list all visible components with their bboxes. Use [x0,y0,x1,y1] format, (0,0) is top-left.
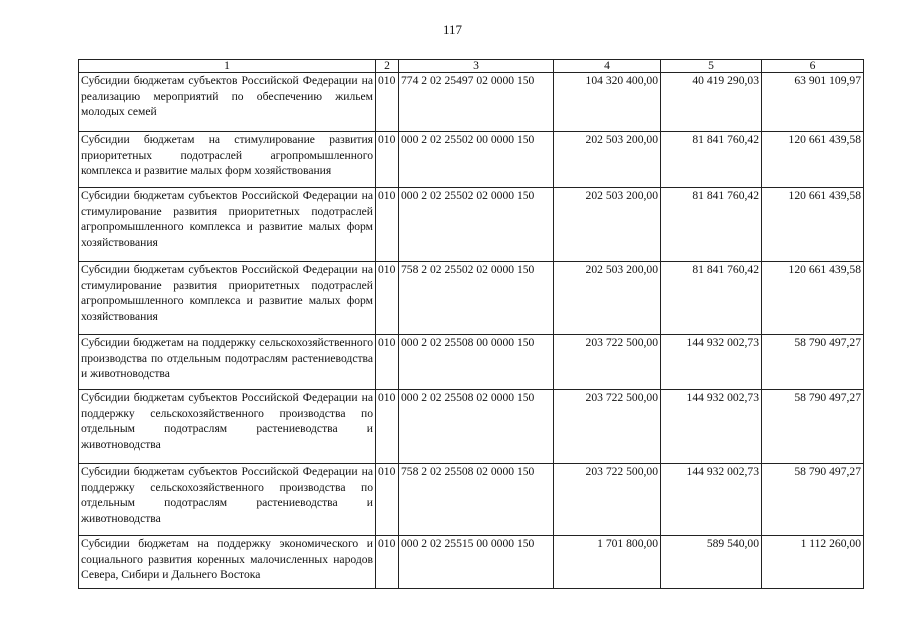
row-line-code: 010 [376,262,399,335]
row-name: Субсидии бюджетам субъектов Российской Федерации на поддержку сельскохозяйственного производства по отдельным подотраслям растениеводства и животноводства [79,390,376,464]
row-line-code: 010 [376,390,399,464]
row-line-code: 010 [376,335,399,390]
row-name: Субсидии бюджетам на стимулирование развития приоритетных подотраслей агропромышленного комплекса и развитие малых форм хозяйствования [79,132,376,188]
row-budget-code: 000 2 02 25502 00 0000 150 [399,132,554,188]
header-row [79,60,864,73]
row-approved: 202 503 200,00 [554,262,661,335]
row-budget-code: 000 2 02 25502 02 0000 150 [399,188,554,262]
row-name: Субсидии бюджетам субъектов Российской Федерации на поддержку сельскохозяйственного производства по отдельным подотраслям растениеводства и животноводства [79,464,376,536]
row-unexecuted: 120 661 439,58 [762,188,864,262]
row-budget-code: 000 2 02 25508 00 0000 150 [399,335,554,390]
row-name: Субсидии бюджетам на поддержку экономического и социального развития коренных малочисленных народов Севера, Сибири и Дальнего Востока [79,536,376,589]
table-row [79,464,864,536]
row-budget-code: 758 2 02 25508 02 0000 150 [399,464,554,536]
row-budget-code: 774 2 02 25497 02 0000 150 [399,73,554,132]
row-unexecuted: 120 661 439,58 [762,132,864,188]
table-row [79,262,864,335]
row-approved: 104 320 400,00 [554,73,661,132]
column-header-6: 6 [762,60,864,73]
column-header-4: 4 [554,60,661,73]
row-unexecuted: 58 790 497,27 [762,335,864,390]
row-unexecuted: 120 661 439,58 [762,262,864,335]
row-name: Субсидии бюджетам субъектов Российской Федерации на стимулирование развития приоритетных подотраслей агропромышленного комплекса и развитие малых форм хозяйствования [79,262,376,335]
row-unexecuted: 1 112 260,00 [762,536,864,589]
row-approved: 203 722 500,00 [554,335,661,390]
row-line-code: 010 [376,73,399,132]
row-name: Субсидии бюджетам субъектов Российской Федерации на стимулирование развития приоритетных подотраслей агропромышленного комплекса и развитие малых форм хозяйствования [79,188,376,262]
column-header-3: 3 [399,60,554,73]
row-unexecuted: 63 901 109,97 [762,73,864,132]
column-header-1: 1 [79,60,376,73]
row-line-code: 010 [376,536,399,589]
row-executed: 144 932 002,73 [661,335,762,390]
table-row [79,390,864,464]
row-executed: 81 841 760,42 [661,132,762,188]
row-approved: 203 722 500,00 [554,464,661,536]
row-unexecuted: 58 790 497,27 [762,464,864,536]
table-row [79,73,864,132]
row-line-code: 010 [376,464,399,536]
row-executed: 144 932 002,73 [661,390,762,464]
row-budget-code: 758 2 02 25502 02 0000 150 [399,262,554,335]
column-header-5: 5 [661,60,762,73]
row-executed: 81 841 760,42 [661,188,762,262]
table-row [79,536,864,589]
column-header-2: 2 [376,60,399,73]
row-executed: 144 932 002,73 [661,464,762,536]
table-row [79,132,864,188]
row-approved: 1 701 800,00 [554,536,661,589]
row-line-code: 010 [376,188,399,262]
row-executed: 40 419 290,03 [661,73,762,132]
row-approved: 202 503 200,00 [554,188,661,262]
table-row [79,188,864,262]
row-unexecuted: 58 790 497,27 [762,390,864,464]
page-number: 117 [442,22,463,37]
row-budget-code: 000 2 02 25515 00 0000 150 [399,536,554,589]
table-row [79,335,864,390]
row-executed: 589 540,00 [661,536,762,589]
budget-table [78,59,864,589]
row-budget-code: 000 2 02 25508 02 0000 150 [399,390,554,464]
row-name: Субсидии бюджетам на поддержку сельскохозяйственного производства по отдельным подотраслям растениеводства и животноводства [79,335,376,390]
row-approved: 203 722 500,00 [554,390,661,464]
row-line-code: 010 [376,132,399,188]
row-name: Субсидии бюджетам субъектов Российской Федерации на реализацию мероприятий по обеспечению жильем молодых семей [79,73,376,132]
row-approved: 202 503 200,00 [554,132,661,188]
row-executed: 81 841 760,42 [661,262,762,335]
